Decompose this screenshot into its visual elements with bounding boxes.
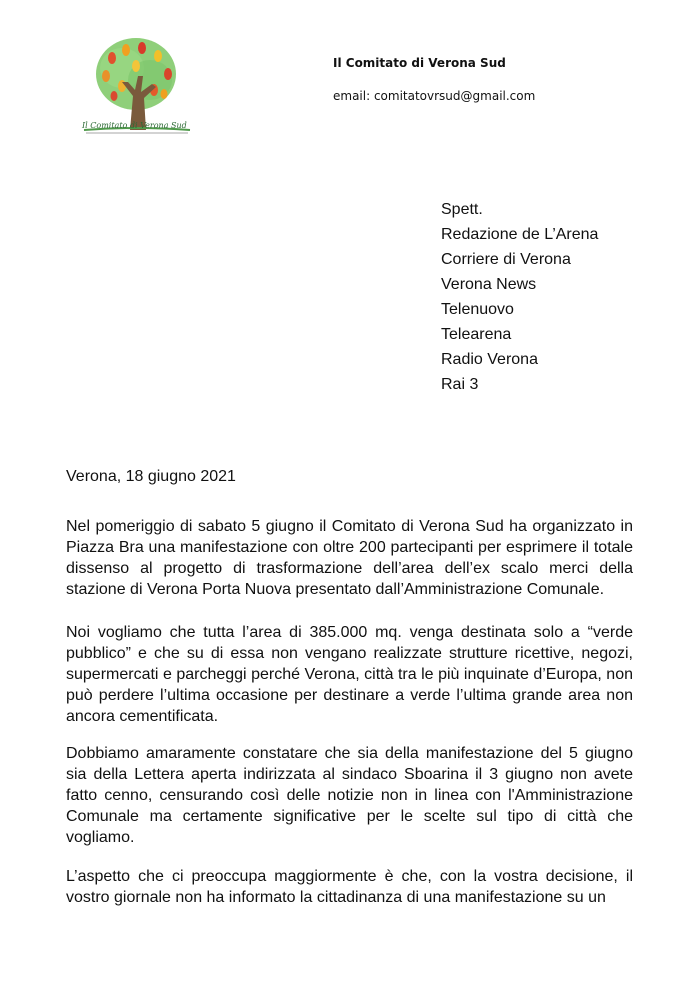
recipient-line: Verona News [441,276,537,293]
letter-date: Verona, 18 giugno 2021 [66,468,236,485]
recipient-line: Telenuovo [441,301,514,318]
body-paragraph: Dobbiamo amaramente constatare che sia della manifestazione del 5 giugno sia della Lettera aperta indirizzata al sindaco Sboarina il 3 giugno non avete fatto cenno, censurando così delle notizie non in linea con l'Amministrazione Comunale ma certamente significative per le scelte sul tipo di città che vogliamo. [66,745,633,846]
recipient-line: Radio Verona [441,351,538,368]
recipient-line: Corriere di Verona [441,251,571,268]
svg-text:Il Comitato di Verona Sud: Il Comitato di Verona Sud [82,121,187,130]
organization-email: email: comitatovrsud@gmail.com [333,89,536,103]
tree-icon [78,32,193,140]
recipient-line: Redazione de L’Arena [441,226,599,243]
recipient-line: Rai 3 [441,376,479,393]
body-paragraph: L’aspetto che ci preoccupa maggiormente è che, con la vostra decisione, il vostro giornale non ha informato la cittadinanza di una manifestazione su un [66,868,633,906]
recipients-list [441,197,598,397]
recipient-line: Spett. [441,201,483,218]
body-paragraph: Noi vogliamo che tutta l’area di 385.000 mq. venga destinata solo a “verde pubblico” e che su di essa non vengano realizzate strutture ricettive, negozi, supermercati e parcheggi perché Verona, città tra le più inquinate d’Europa, non può perdere l’ultima occasione per destinare a verde l’ultima grande area non ancora cementificata. [66,624,633,725]
recipient-line: Telearena [441,326,512,343]
organization-name: Il Comitato di Verona Sud [333,56,506,70]
committee-logo [78,32,193,140]
body-paragraph: Nel pomeriggio di sabato 5 giugno il Comitato di Verona Sud ha organizzato in Piazza Bra una manifestazione con oltre 200 partecipanti per esprimere il totale dissenso al progetto di trasformazione dell’area dell’ex scalo merci della stazione di Verona Porta Nuova presentato dall’Amministrazione Comunale. [66,518,633,598]
